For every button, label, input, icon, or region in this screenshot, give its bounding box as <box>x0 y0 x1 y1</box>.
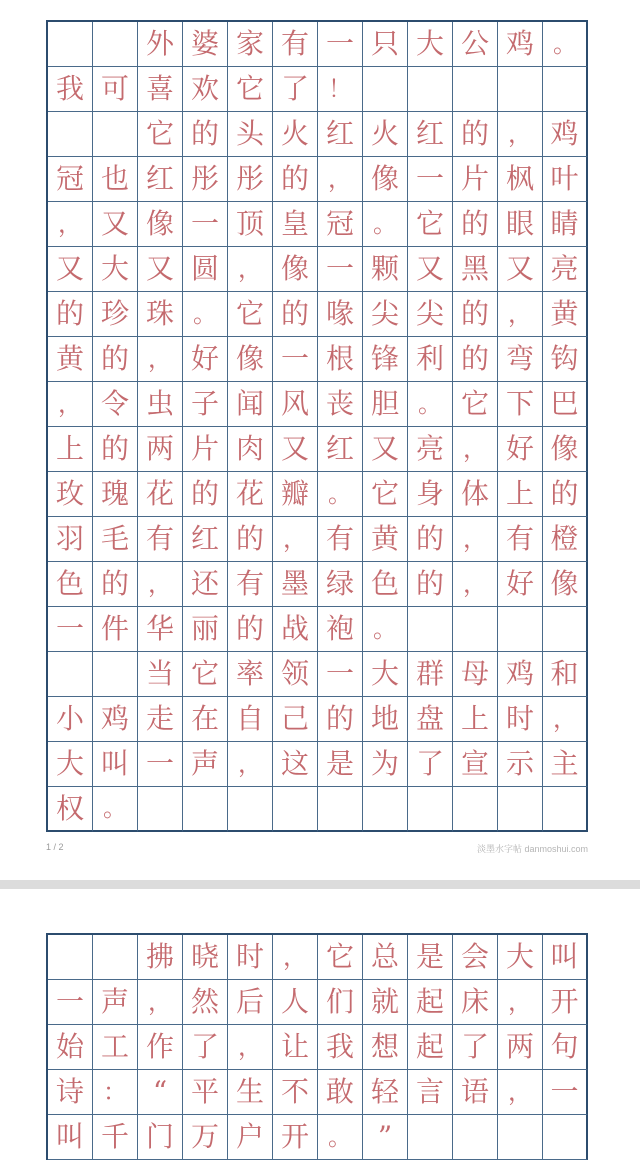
grid-cell: 家 <box>228 22 273 67</box>
grid-cell: 好 <box>498 427 543 472</box>
grid-cell: 珠 <box>138 292 183 337</box>
grid-cell: 黄 <box>543 292 588 337</box>
grid-cell: ， <box>48 382 93 427</box>
grid-cell: 是 <box>408 935 453 980</box>
grid-cell: 人 <box>273 980 318 1025</box>
grid-cell: 尖 <box>363 292 408 337</box>
grid-cell: 黄 <box>363 517 408 562</box>
grid-cell: 的 <box>453 292 498 337</box>
grid-cell: 的 <box>318 697 363 742</box>
grid-cell: 毛 <box>93 517 138 562</box>
grid-cell: 是 <box>318 742 363 787</box>
grid-cell: 像 <box>273 247 318 292</box>
grid-cell <box>93 935 138 980</box>
grid-cell: 皇 <box>273 202 318 247</box>
grid-cell <box>93 112 138 157</box>
grid-cell: 头 <box>228 112 273 157</box>
grid-cell: 门 <box>138 1115 183 1160</box>
grid-cell: 又 <box>498 247 543 292</box>
grid-cell: ， <box>138 562 183 607</box>
grid-cell: 时 <box>498 697 543 742</box>
page-number: 1 / 2 <box>46 842 64 852</box>
grid-cell: 外 <box>138 22 183 67</box>
grid-cell: 它 <box>228 292 273 337</box>
grid-cell: 有 <box>228 562 273 607</box>
grid-cell: 床 <box>453 980 498 1025</box>
grid-cell: ， <box>453 427 498 472</box>
grid-cell <box>453 67 498 112</box>
grid-cell: 红 <box>318 112 363 157</box>
grid-cell: 根 <box>318 337 363 382</box>
grid-cell: 后 <box>228 980 273 1025</box>
grid-cell: 的 <box>48 292 93 337</box>
grid-cell <box>408 1115 453 1160</box>
grid-cell: 主 <box>543 742 588 787</box>
grid-cell: 身 <box>408 472 453 517</box>
grid-cell: 珍 <box>93 292 138 337</box>
grid-cell <box>183 787 228 832</box>
grid-cell: 只 <box>363 22 408 67</box>
grid-cell: 片 <box>453 157 498 202</box>
grid-cell: 片 <box>183 427 228 472</box>
grid-cell: 华 <box>138 607 183 652</box>
grid-cell: 冠 <box>48 157 93 202</box>
grid-cell: 上 <box>48 427 93 472</box>
grid-cell: 的 <box>453 337 498 382</box>
grid-cell: 可 <box>93 67 138 112</box>
grid-cell: ， <box>273 517 318 562</box>
grid-cell: 它 <box>363 472 408 517</box>
grid-cell: 。 <box>318 1115 363 1160</box>
grid-cell: 始 <box>48 1025 93 1070</box>
grid-cell: 一 <box>48 607 93 652</box>
grid-cell: 冠 <box>318 202 363 247</box>
grid-cell: 子 <box>183 382 228 427</box>
grid-cell: 又 <box>408 247 453 292</box>
grid-cell: 群 <box>408 652 453 697</box>
grid-cell: 它 <box>183 652 228 697</box>
grid-cell: 巴 <box>543 382 588 427</box>
grid-cell: 平 <box>183 1070 228 1115</box>
grid-cell <box>228 787 273 832</box>
grid-cell: 花 <box>228 472 273 517</box>
grid-cell: 万 <box>183 1115 228 1160</box>
grid-cell: 们 <box>318 980 363 1025</box>
grid-cell: ， <box>138 337 183 382</box>
grid-cell: 当 <box>138 652 183 697</box>
grid-cell: 顶 <box>228 202 273 247</box>
grid-cell <box>498 67 543 112</box>
grid-cell: 盘 <box>408 697 453 742</box>
grid-cell: 亮 <box>408 427 453 472</box>
page-separator <box>0 880 640 889</box>
grid-cell: 红 <box>183 517 228 562</box>
grid-cell: 也 <box>93 157 138 202</box>
grid-cell: 想 <box>363 1025 408 1070</box>
grid-cell <box>453 607 498 652</box>
grid-cell: 走 <box>138 697 183 742</box>
grid-cell: 钩 <box>543 337 588 382</box>
grid-cell: 。 <box>93 787 138 832</box>
grid-cell <box>48 22 93 67</box>
grid-cell: 叫 <box>543 935 588 980</box>
grid-cell: ” <box>363 1115 408 1160</box>
grid-cell: 小 <box>48 697 93 742</box>
grid-cell: 又 <box>363 427 408 472</box>
grid-cell: 好 <box>183 337 228 382</box>
grid-cell: 声 <box>93 980 138 1025</box>
grid-cell: 。 <box>363 202 408 247</box>
grid-cell: 的 <box>183 112 228 157</box>
grid-cell: ， <box>453 562 498 607</box>
grid-cell: 然 <box>183 980 228 1025</box>
grid-cell: 权 <box>48 787 93 832</box>
grid-cell <box>48 112 93 157</box>
grid-cell: 声 <box>183 742 228 787</box>
grid-cell: ， <box>138 980 183 1025</box>
grid-cell: 。 <box>318 472 363 517</box>
grid-cell: 了 <box>408 742 453 787</box>
grid-cell: 橙 <box>543 517 588 562</box>
grid-cell: ， <box>498 292 543 337</box>
grid-cell: 。 <box>543 22 588 67</box>
grid-cell: 自 <box>228 697 273 742</box>
grid-cell: 工 <box>93 1025 138 1070</box>
grid-cell: 在 <box>183 697 228 742</box>
grid-cell: 鸡 <box>498 652 543 697</box>
grid-cell: 它 <box>228 67 273 112</box>
grid-cell: 的 <box>228 607 273 652</box>
grid-cell: 黄 <box>48 337 93 382</box>
grid-cell: 色 <box>48 562 93 607</box>
grid-cell: 像 <box>543 562 588 607</box>
grid-cell: ！ <box>318 67 363 112</box>
grid-cell: 句 <box>543 1025 588 1070</box>
grid-cell: 闻 <box>228 382 273 427</box>
grid-cell: 开 <box>543 980 588 1025</box>
grid-cell <box>363 67 408 112</box>
grid-cell <box>498 607 543 652</box>
grid-cell <box>543 67 588 112</box>
grid-cell: 的 <box>183 472 228 517</box>
grid-cell: 大 <box>363 652 408 697</box>
grid-cell: 风 <box>273 382 318 427</box>
grid-cell: 敢 <box>318 1070 363 1115</box>
grid-cell: 让 <box>273 1025 318 1070</box>
grid-cell: 瑰 <box>93 472 138 517</box>
grid-cell: 作 <box>138 1025 183 1070</box>
grid-cell: 己 <box>273 697 318 742</box>
grid-cell: ， <box>228 247 273 292</box>
grid-cell: 不 <box>273 1070 318 1115</box>
grid-cell: 它 <box>318 935 363 980</box>
grid-cell: 肉 <box>228 427 273 472</box>
grid-cell <box>363 787 408 832</box>
grid-cell: 的 <box>408 562 453 607</box>
grid-cell: 尖 <box>408 292 453 337</box>
grid-cell: 一 <box>48 980 93 1025</box>
grid-cell: 鸡 <box>498 22 543 67</box>
grid-cell <box>93 22 138 67</box>
grid-cell: 又 <box>138 247 183 292</box>
grid-cell: 生 <box>228 1070 273 1115</box>
grid-cell: 墨 <box>273 562 318 607</box>
grid-cell: 火 <box>273 112 318 157</box>
grid-cell: 的 <box>408 517 453 562</box>
grid-cell: 鸡 <box>543 112 588 157</box>
grid-cell: 喜 <box>138 67 183 112</box>
grid-cell: 率 <box>228 652 273 697</box>
grid-cell: 一 <box>318 247 363 292</box>
grid-cell: 它 <box>138 112 183 157</box>
character-grid-page-2 <box>46 933 588 1160</box>
grid-cell: 亮 <box>543 247 588 292</box>
grid-cell <box>408 787 453 832</box>
grid-cell: 有 <box>273 22 318 67</box>
grid-cell: 眼 <box>498 202 543 247</box>
grid-cell: 有 <box>498 517 543 562</box>
grid-cell: 的 <box>543 472 588 517</box>
grid-cell: 丧 <box>318 382 363 427</box>
grid-cell: ， <box>228 1025 273 1070</box>
grid-cell: 开 <box>273 1115 318 1160</box>
grid-cell: 喙 <box>318 292 363 337</box>
grid-cell: 大 <box>498 935 543 980</box>
grid-cell <box>318 787 363 832</box>
grid-cell: 红 <box>318 427 363 472</box>
grid-cell: 颗 <box>363 247 408 292</box>
grid-cell: 叫 <box>48 1115 93 1160</box>
grid-cell: 晓 <box>183 935 228 980</box>
grid-cell: 绿 <box>318 562 363 607</box>
grid-cell: 这 <box>273 742 318 787</box>
grid-cell: 户 <box>228 1115 273 1160</box>
grid-cell: 彤 <box>228 157 273 202</box>
grid-cell: 的 <box>453 112 498 157</box>
grid-cell: 欢 <box>183 67 228 112</box>
grid-cell: 圆 <box>183 247 228 292</box>
grid-cell: 公 <box>453 22 498 67</box>
grid-cell: ， <box>48 202 93 247</box>
grid-cell: 瓣 <box>273 472 318 517</box>
grid-cell: 好 <box>498 562 543 607</box>
grid-cell: 了 <box>183 1025 228 1070</box>
grid-cell: 的 <box>273 292 318 337</box>
grid-cell: 领 <box>273 652 318 697</box>
grid-cell: 和 <box>543 652 588 697</box>
grid-cell: 花 <box>138 472 183 517</box>
grid-cell: 叫 <box>93 742 138 787</box>
grid-cell: “ <box>138 1070 183 1115</box>
grid-cell <box>453 1115 498 1160</box>
grid-cell <box>138 787 183 832</box>
grid-cell: 一 <box>273 337 318 382</box>
grid-cell: 轻 <box>363 1070 408 1115</box>
grid-cell: ， <box>318 157 363 202</box>
grid-cell: ， <box>543 697 588 742</box>
grid-cell: 鸡 <box>93 697 138 742</box>
grid-cell: 的 <box>93 427 138 472</box>
worksheet-page-2 <box>0 889 640 1170</box>
grid-cell: 诗 <box>48 1070 93 1115</box>
grid-cell: 又 <box>273 427 318 472</box>
grid-cell: 下 <box>498 382 543 427</box>
grid-cell: 一 <box>543 1070 588 1115</box>
grid-cell: 的 <box>228 517 273 562</box>
grid-cell: 羽 <box>48 517 93 562</box>
grid-cell: 一 <box>183 202 228 247</box>
grid-cell: 火 <box>363 112 408 157</box>
grid-cell: 丽 <box>183 607 228 652</box>
grid-cell: 示 <box>498 742 543 787</box>
grid-cell: 大 <box>93 247 138 292</box>
grid-cell: 的 <box>453 202 498 247</box>
grid-cell: 。 <box>408 382 453 427</box>
grid-cell: 袍 <box>318 607 363 652</box>
grid-cell: 黑 <box>453 247 498 292</box>
grid-cell: ， <box>228 742 273 787</box>
grid-cell: 一 <box>408 157 453 202</box>
grid-cell: 时 <box>228 935 273 980</box>
grid-cell: 大 <box>48 742 93 787</box>
grid-cell: 。 <box>363 607 408 652</box>
grid-cell: 起 <box>408 980 453 1025</box>
grid-cell: 战 <box>273 607 318 652</box>
grid-cell <box>408 607 453 652</box>
grid-cell <box>498 1115 543 1160</box>
grid-cell <box>93 652 138 697</box>
grid-cell: 锋 <box>363 337 408 382</box>
grid-cell: 母 <box>453 652 498 697</box>
grid-cell: 叶 <box>543 157 588 202</box>
grid-cell: 弯 <box>498 337 543 382</box>
grid-cell: 上 <box>453 697 498 742</box>
grid-cell: 起 <box>408 1025 453 1070</box>
grid-cell: 两 <box>138 427 183 472</box>
grid-cell: ： <box>93 1070 138 1115</box>
grid-cell <box>48 652 93 697</box>
character-grid-page-1 <box>46 20 588 832</box>
grid-cell: ， <box>273 935 318 980</box>
grid-cell: 玫 <box>48 472 93 517</box>
grid-cell <box>273 787 318 832</box>
grid-cell: 了 <box>273 67 318 112</box>
grid-cell: 语 <box>453 1070 498 1115</box>
grid-cell <box>408 67 453 112</box>
grid-cell: 就 <box>363 980 408 1025</box>
grid-cell: 有 <box>318 517 363 562</box>
grid-cell <box>48 935 93 980</box>
grid-cell: ， <box>453 517 498 562</box>
grid-cell: 上 <box>498 472 543 517</box>
grid-cell: 还 <box>183 562 228 607</box>
grid-cell: 像 <box>543 427 588 472</box>
grid-cell: 为 <box>363 742 408 787</box>
grid-cell: 我 <box>48 67 93 112</box>
grid-cell: 有 <box>138 517 183 562</box>
grid-cell: 枫 <box>498 157 543 202</box>
grid-cell: ， <box>498 980 543 1025</box>
grid-cell: 又 <box>93 202 138 247</box>
grid-cell: 。 <box>183 292 228 337</box>
grid-cell <box>453 787 498 832</box>
grid-cell: 一 <box>318 652 363 697</box>
grid-cell: 色 <box>363 562 408 607</box>
grid-cell: 一 <box>318 22 363 67</box>
grid-cell: 它 <box>408 202 453 247</box>
grid-cell: 利 <box>408 337 453 382</box>
grid-cell: ， <box>498 112 543 157</box>
grid-cell: 令 <box>93 382 138 427</box>
grid-cell: 虫 <box>138 382 183 427</box>
grid-cell: 宣 <box>453 742 498 787</box>
grid-cell: 胆 <box>363 382 408 427</box>
grid-cell <box>543 607 588 652</box>
grid-cell: 红 <box>408 112 453 157</box>
grid-cell: 红 <box>138 157 183 202</box>
grid-cell: 千 <box>93 1115 138 1160</box>
grid-cell: 言 <box>408 1070 453 1115</box>
grid-cell: 我 <box>318 1025 363 1070</box>
grid-cell: 了 <box>453 1025 498 1070</box>
grid-cell: 地 <box>363 697 408 742</box>
grid-cell: 又 <box>48 247 93 292</box>
grid-cell: 两 <box>498 1025 543 1070</box>
grid-cell: 会 <box>453 935 498 980</box>
grid-cell: 的 <box>93 337 138 382</box>
grid-cell: 彤 <box>183 157 228 202</box>
grid-cell: 像 <box>138 202 183 247</box>
grid-cell: 总 <box>363 935 408 980</box>
grid-cell <box>498 787 543 832</box>
grid-cell: 的 <box>273 157 318 202</box>
grid-cell: 婆 <box>183 22 228 67</box>
grid-cell: 体 <box>453 472 498 517</box>
watermark: 淡墨水字帖 danmoshui.com <box>476 844 588 854</box>
grid-cell <box>543 1115 588 1160</box>
grid-cell: 大 <box>408 22 453 67</box>
grid-cell: 它 <box>453 382 498 427</box>
grid-cell: 拂 <box>138 935 183 980</box>
grid-cell: ， <box>498 1070 543 1115</box>
grid-cell <box>543 787 588 832</box>
grid-cell: 像 <box>228 337 273 382</box>
grid-cell: 像 <box>363 157 408 202</box>
grid-cell: 的 <box>93 562 138 607</box>
grid-cell: 一 <box>138 742 183 787</box>
grid-cell: 睛 <box>543 202 588 247</box>
grid-cell: 件 <box>93 607 138 652</box>
